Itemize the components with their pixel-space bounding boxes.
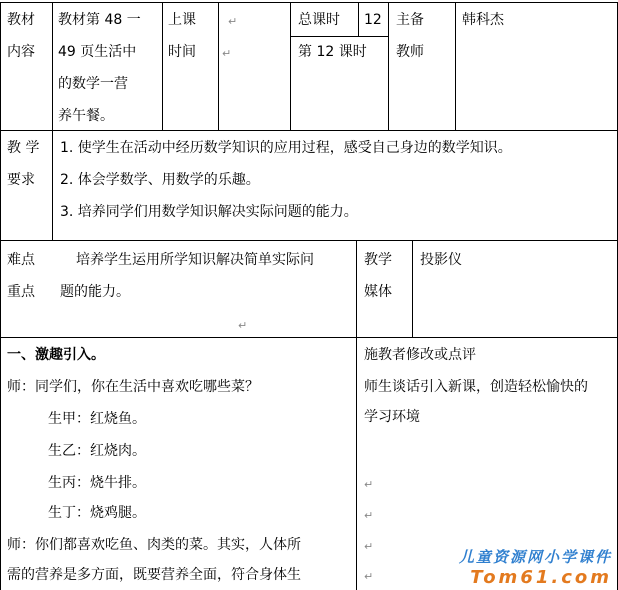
commentary-title: 施教者修改或点评: [364, 347, 476, 363]
objective-item-1: 1. 使学生在活动中经历数学知识的应用过程，感受自己身边的数学知识。: [60, 140, 512, 156]
objectives-label-line2: 要求: [7, 172, 35, 188]
material-label-line2: 内容: [7, 44, 35, 60]
material-content-line1: 教材第 48 一: [58, 12, 141, 28]
media-value: 投影仪: [420, 252, 462, 268]
class-time-label-line2: 时间: [168, 44, 196, 60]
key-points-content-line2: 题的能力。: [60, 284, 130, 300]
objectives-label-line1: 教 学: [7, 140, 40, 156]
paragraph-mark: ↵: [228, 15, 238, 28]
teacher-label-line1: 主备: [396, 12, 424, 28]
key-points-label-line2: 重点: [7, 284, 35, 300]
key-points-label-line1: 难点: [7, 252, 35, 268]
class-time-label-line1: 上课: [168, 12, 196, 28]
teacher-label-line2: 教师: [396, 44, 424, 60]
paragraph-mark: ↵: [364, 570, 374, 583]
material-content-line4: 养午餐。: [58, 108, 114, 124]
dialogue-line-2: 生甲：红烧鱼。: [48, 411, 146, 427]
dialogue-line-1: 师：同学们，你在生活中喜欢吃哪些菜？: [7, 379, 259, 395]
dialogue-line-5: 生丁：烧鸡腿。: [48, 505, 146, 521]
section-title: 一、激趣引入。: [7, 347, 105, 363]
commentary-line-1: 师生谈话引入新课，创造轻松愉快的: [364, 379, 588, 395]
watermark-line-1: 儿童资源网小学课件: [458, 548, 612, 566]
key-points-content-line1: 培养学生运用所学知识解决简单实际问: [76, 252, 314, 268]
material-label-line1: 教材: [7, 12, 35, 28]
paragraph-mark: ↵: [364, 540, 374, 553]
dialogue-line-7: 需的营养是多方面，既要营养全面，符合身体生: [7, 567, 301, 583]
total-lessons-label: 总课时: [298, 12, 340, 28]
total-lessons-value: 12: [364, 12, 382, 28]
media-label-line2: 媒体: [364, 284, 392, 300]
teacher-name: 韩科杰: [462, 12, 504, 28]
objective-item-3: 3. 培养同学们用数学知识解决实际问题的能力。: [60, 204, 358, 220]
paragraph-mark: ↵: [222, 47, 232, 60]
material-content-line2: 49 页生活中: [58, 44, 137, 60]
lesson-number: 第 12 课时: [298, 44, 367, 60]
site-watermark: [459, 546, 612, 588]
media-label-line1: 教学: [364, 252, 392, 268]
paragraph-mark: ↵: [238, 319, 248, 332]
material-content-line3: 的数学一营: [58, 76, 128, 92]
objective-item-2: 2. 体会学数学、用数学的乐趣。: [60, 172, 260, 188]
dialogue-line-6: 师：你们都喜欢吃鱼、肉类的菜。其实，人体所: [7, 537, 301, 553]
watermark-line-2: Tom61.com: [470, 567, 612, 588]
paragraph-mark: ↵: [364, 478, 374, 491]
commentary-line-2: 学习环境: [364, 409, 420, 425]
dialogue-line-4: 生丙：烧牛排。: [48, 475, 146, 491]
dialogue-line-3: 生乙：红烧肉。: [48, 443, 146, 459]
paragraph-mark: ↵: [364, 509, 374, 522]
